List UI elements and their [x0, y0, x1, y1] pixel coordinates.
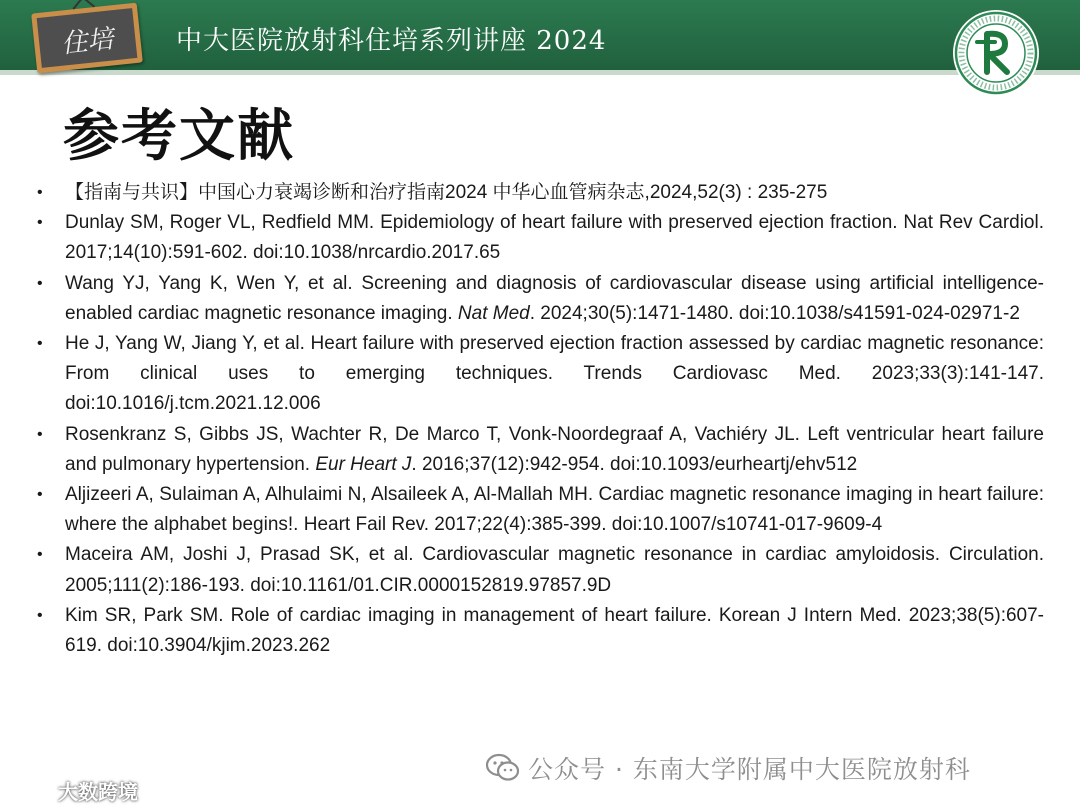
reference-text: He J, Yang W, Jiang Y, et al. Heart failure with preserved ejection fraction assessed by cardiac magnetic resonance: From clinical uses to emerging techniques. Trends Cardiovasc Med. 2023;33(3):141-147. doi:10.1016/j.tcm.2021.12.006 — [65, 333, 1044, 415]
reference-item — [34, 178, 1044, 208]
bullet-icon: • — [37, 184, 43, 201]
reference-item — [34, 420, 1044, 480]
reference-journal: Nat Med — [457, 302, 530, 324]
bullet-icon: • — [37, 214, 43, 232]
badge-text: 住培 — [59, 24, 115, 60]
reference-text: Maceira AM, Joshi J, Prasad SK, et al. Cardiovascular magnetic resonance in cardiac amyloidosis. Circulation. 2005;111(2):186-193. doi:10.1161/01.CIR.0000152819.97857.9D — [65, 544, 1044, 596]
reference-text: Wang YJ, Yang K, Wen Y, et al. Screening and diagnosis of cardiovascular disease using artificial intelligence-enabled cardiac magnetic resonance imaging. — [65, 272, 1044, 324]
reference-item — [34, 269, 1044, 329]
reference-text: Aljizeeri A, Sulaiman A, Alhulaimi N, Alsaileek A, Al-Mallah MH. Cardiac magnetic resonance imaging in heart failure: where the alphabet begins!. Heart Fail Rev. 2017;22(4):385-399. doi:10.1007/s10741-017-9609-4 — [65, 484, 1044, 536]
page-title: 参考文献 — [63, 104, 295, 169]
reference-text-tail: . 2024;30(5):1471-1480. doi:10.1038/s41591-024-02971-2 — [529, 302, 1020, 324]
reference-text: Dunlay SM, Roger VL, Redfield MM. Epidemiology of heart failure with preserved ejection fraction. Nat Rev Cardiol. 2017;14(10):591-602. doi:10.1038/nrcardio.2017.65 — [65, 212, 1044, 264]
wechat-icon — [486, 753, 520, 783]
bullet-icon: • — [37, 606, 43, 624]
reference-journal: Eur Heart J — [315, 453, 412, 475]
reference-text-tail: . 2016;37(12):942-954. doi:10.1093/eurheartj/ehv512 — [411, 453, 858, 475]
hospital-logo-icon — [951, 8, 1041, 98]
corner-text: 大数跨境 — [58, 779, 138, 804]
bullet-icon: • — [37, 274, 43, 292]
bullet-icon: • — [37, 486, 43, 504]
reference-item — [34, 480, 1044, 540]
reference-item — [34, 540, 1044, 600]
reference-list — [34, 178, 1044, 661]
reference-text: Rosenkranz S, Gibbs JS, Wachter R, De Marco T, Vonk-Noordegraaf A, Vachiéry JL. Left ventricular heart failure and pulmonary hypertension. — [65, 423, 1044, 475]
watermark — [486, 752, 971, 784]
header-title: 中大医院放射科住培系列讲座 2024 — [176, 26, 607, 56]
reference-item — [34, 329, 1044, 420]
corner-watermark — [10, 776, 138, 804]
header-divider — [0, 70, 1080, 75]
chalkboard-badge — [31, 3, 143, 74]
reference-item — [34, 208, 1044, 268]
watermark-text: 公众号 · 东南大学附属中大医院放射科 — [528, 755, 971, 784]
brand-logo-icon — [10, 778, 52, 802]
reference-text: 【指南与共识】中国心力衰竭诊断和治疗指南2024 中华心血管病杂志,2024,52(3) : 235-275 — [65, 182, 828, 203]
reference-item — [34, 601, 1044, 661]
bullet-icon: • — [37, 546, 43, 564]
reference-text: Kim SR, Park SM. Role of cardiac imaging in management of heart failure. Korean J Intern Med. 2023;38(5):607-619. doi:10.3904/kjim.2023.262 — [65, 604, 1044, 657]
bullet-icon: • — [37, 335, 43, 353]
bullet-icon: • — [37, 425, 43, 443]
